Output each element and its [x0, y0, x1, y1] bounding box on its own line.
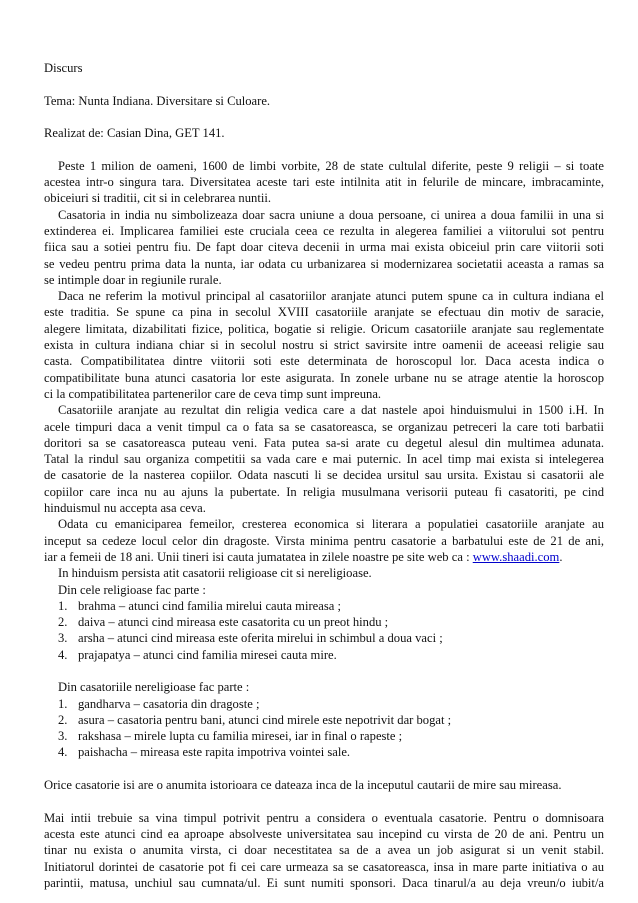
- text-line: se intimple doar in regiunile rurale.: [44, 272, 222, 287]
- text-line: Casatoriile aranjate au rezultat din religia vedica care a dat nastele apoi hinduismului in 1500 i.H. In: [58, 403, 604, 418]
- paragraph-emancipation: [44, 516, 604, 565]
- text-line: Casatoria in india nu simbolizeaza doar sacra uniune a doua persoane, ci unirea a doua familii in una si: [58, 207, 604, 222]
- document-topic: Tema: Nunta Indiana. Diversitare si Culoare.: [44, 93, 271, 108]
- text-line: ci la compatibilitatea partenerilor care de ceva timp sunt impreuna.: [44, 386, 382, 401]
- list-number: 4.: [58, 745, 68, 760]
- text-line: Mai intii trebuie sa vina timpul potrivit pentru a considera o eventuala casatorie. Pentru o domnisoara: [44, 810, 604, 825]
- religious-list: [44, 598, 604, 663]
- document-title: Discurs: [44, 61, 83, 75]
- list-number: 2.: [58, 615, 68, 630]
- list-item: [58, 712, 604, 728]
- text-line: casta. Compatibilitatea dintre viitorii soti este determinata de horoscopul lor. Daca acesta indica o: [44, 354, 604, 369]
- text-line: parintii, matusa, unchiul sau cumnata/ul. Ei sunt numiti sponsori. Daca tinarul/a au deja vreun/o iubit/a: [44, 875, 604, 890]
- paragraph-story: Orice casatorie isi are o anumita istorioara ce dateaza inca de la inceputul cautarii de mire sau mireasa.: [44, 778, 562, 793]
- religious-heading: Din cele religioase fac parte :: [58, 582, 206, 597]
- text-line: fiica sau a sotiei pentru fiu. De fapt doar citeva decenii in urma mai exista obiceiul prin care viitorii soti: [44, 240, 604, 255]
- text-line: este traditia. Se spune ca pina in secolul XVIII casatoriile aranjate se efectuau din motiv de saracie,: [44, 305, 604, 320]
- text-line: extinderea ei. Implicarea familiei este cruciala ceea ce rezulta in alegerea familiei a viitorului sot pentru: [44, 223, 604, 238]
- text-line: Peste 1 milion de oameni, 1600 de limbi vorbite, 28 de state cultulal diferite, peste 9 religii – si toate: [58, 158, 604, 173]
- list-text: brahma – atunci cind familia mirelui cauta mireasa ;: [78, 598, 341, 613]
- list-number: 3.: [58, 631, 68, 646]
- list-item: [58, 696, 604, 712]
- text-line: inceput sa cedeze locul celor din dragoste. Virsta minima pentru casatorie a barbatului este de 21 de ani,: [44, 533, 604, 548]
- shaadi-link[interactable]: www.shaadi.com: [472, 549, 560, 564]
- text-line: acesta este atunci cind ea aproape absolveste universitatea sau incepind cu virsta de 20 de ani. Pentru un: [44, 826, 604, 841]
- list-text: rakshasa – mirele lupta cu familia miresei, iar in final o rapeste ;: [78, 729, 403, 744]
- list-text: arsha – atunci cind mireasa este oferita mirelui in schimbul a doua vaci ;: [78, 631, 443, 646]
- paragraph-tradition: [44, 288, 604, 402]
- paragraph-timing: [44, 810, 604, 891]
- list-item: [58, 630, 604, 646]
- text-line: de casatorie de la nasterea copiilor. Odata nascuti li se decidea ursitul sau ursita. Existau si casatorii ale: [44, 468, 604, 483]
- list-number: 3.: [58, 729, 68, 744]
- text-line: exista in cultura indiana chiar si in secolul nostru si strict savirsite intre oamenii de aceeasi religie sau: [44, 338, 604, 353]
- nonreligious-heading: Din casatoriile nereligioase fac parte :: [58, 680, 250, 695]
- list-text: prajapatya – atunci cind familia miresei cauta mire.: [78, 647, 337, 662]
- list-item: [58, 598, 604, 614]
- text-line: compatibilitate buna atunci casatoria lor este asigurata. In zonele urbane nu se atrage atentie la horoscop: [44, 370, 604, 385]
- text-line: alegere limitata, dizabilitati fizice, politica, bogatie si religie. Oricum casatoriile aranjate sau reglementate: [44, 321, 604, 336]
- paragraph-vedic: [44, 402, 604, 516]
- text-line: copiilor care inca nu au ajuns la pubertate. In religia musulmana verisorii puteau fi casatoriti, pe cind: [44, 484, 604, 499]
- text-line: hinduismul nu accepta asa ceva.: [44, 501, 206, 516]
- text-line: acele timpuri daca a venit timpul ca o fata sa se casatoreasca, se organizau petreceri la care toti barbatii: [44, 419, 604, 434]
- list-item: [58, 614, 604, 630]
- list-text: paishacha – mireasa este rapita impotriva vointei sale.: [78, 745, 351, 760]
- text-line: Odata cu emaniciparea femeilor, cresterea economica si literara a populatiei casatoriile aranjate au: [58, 517, 604, 532]
- text-line: obiceiuri si traditii, cit si in celebrarea nuntii.: [44, 191, 271, 206]
- list-text: asura – casatoria pentru bani, atunci cind mirele este nepotrivit dar bogat ;: [78, 712, 452, 727]
- text-line: doritori sa se casatoreasca puteau veni. Fata putea sa-si arate cu degetul alesul din multimea adunata.: [44, 435, 604, 450]
- list-text: daiva – atunci cind mireasa este casatorita cu un preot hindu ;: [78, 615, 389, 630]
- text-line: [44, 549, 604, 565]
- text-line: se vedeu pentru prima data la nunta, iar odata cu urbanizarea si modernizarea societatii aceasta a ramas sa: [44, 256, 604, 271]
- paragraph-marriage: [44, 207, 604, 288]
- text-line: Tatal la rindul sau organiza competitii sa vada care e mai puternic. In acel timp mai exista si intelegerea: [44, 452, 604, 467]
- text-line: tinar nu exista o anumita virsta, ci doar necestitatea sa de a avea un job asigurat si un venit stabil.: [44, 843, 604, 858]
- nonreligious-list: [44, 696, 604, 761]
- list-number: 1.: [58, 598, 68, 613]
- paragraph-intro: [44, 158, 604, 207]
- text-line: Initiatorul dorintei de casatorie pot fi cei care urmeaza sa se casatoreasca, insa in mare parte initiativa o au: [44, 859, 604, 874]
- list-number: 4.: [58, 647, 68, 662]
- text-line: acestea intr-o singura tara. Diversitatea aceste tari este intilnita atit in felurile de mincare, imbracaminte,: [44, 175, 604, 190]
- list-item: [58, 647, 604, 663]
- text-line: Daca ne referim la motivul principal al casatoriilor aranjate atunci putem spune ca in cultura indiana el: [58, 289, 604, 304]
- text-span: iar a femeii de 18 ani. Unii tineri isi cauta jumatatea in zilele noastre pe site web ca :: [44, 549, 473, 564]
- list-number: 1.: [58, 696, 68, 711]
- document-author: Realizat de: Casian Dina, GET 141.: [44, 126, 225, 141]
- list-number: 2.: [58, 712, 68, 727]
- list-item: [58, 744, 604, 760]
- text-span: .: [559, 549, 563, 564]
- list-text: gandharva – casatoria din dragoste ;: [78, 696, 260, 711]
- list-item: [58, 728, 604, 744]
- religious-intro: In hinduism persista atit casatorii religioase cit si nereligioase.: [58, 566, 372, 581]
